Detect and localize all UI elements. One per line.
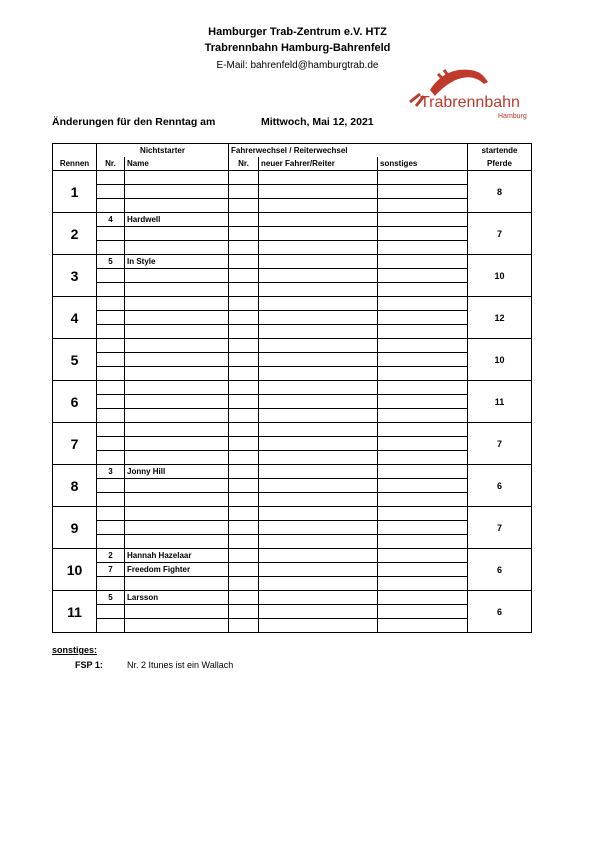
nichtstarter-name (125, 283, 229, 297)
nichtstarter-nr (97, 395, 125, 409)
table-row (53, 283, 532, 297)
table-row (53, 297, 532, 311)
table-row (53, 521, 532, 535)
fahrer-name (259, 283, 378, 297)
fahrer-nr (229, 283, 259, 297)
nichtstarter-name (125, 367, 229, 381)
sonstiges-cell (378, 619, 468, 633)
nichtstarter-nr (97, 185, 125, 199)
fahrer-name (259, 381, 378, 395)
nichtstarter-nr (97, 423, 125, 437)
footer-label: sonstiges: (52, 645, 98, 655)
fahrer-name (259, 185, 378, 199)
startende-pferde: 12 (468, 297, 532, 339)
logo-subtitle: Hamburg (498, 113, 527, 120)
nichtstarter-nr: 4 (97, 213, 125, 227)
col-nr2: Nr. (229, 157, 259, 171)
fahrer-name (259, 241, 378, 255)
col-fahrer: neuer Fahrer/Reiter (259, 157, 378, 171)
nichtstarter-nr (97, 409, 125, 423)
startende-pferde: 7 (468, 507, 532, 549)
table-row (53, 423, 532, 437)
sonstiges-cell (378, 353, 468, 367)
nichtstarter-name (125, 605, 229, 619)
race-number: 3 (53, 255, 97, 297)
nichtstarter-name (125, 297, 229, 311)
fahrer-nr (229, 395, 259, 409)
nichtstarter-nr (97, 437, 125, 451)
nichtstarter-nr (97, 493, 125, 507)
sonstiges-cell (378, 171, 468, 185)
sonstiges-cell (378, 199, 468, 213)
change-label: Änderungen für den Renntag am (52, 116, 216, 128)
nichtstarter-name (125, 353, 229, 367)
nichtstarter-name (125, 493, 229, 507)
fsp-key: FSP 1: (75, 660, 103, 670)
startende-pferde: 8 (468, 171, 532, 213)
nichtstarter-name (125, 479, 229, 493)
nichtstarter-nr (97, 451, 125, 465)
nichtstarter-name (125, 437, 229, 451)
nichtstarter-name (125, 171, 229, 185)
fahrer-nr (229, 535, 259, 549)
sonstiges-cell (378, 409, 468, 423)
fahrer-name (259, 311, 378, 325)
race-date: Mittwoch, Mai 12, 2021 (261, 116, 374, 128)
sonstiges-cell (378, 577, 468, 591)
nichtstarter-name (125, 577, 229, 591)
nichtstarter-nr (97, 577, 125, 591)
fahrer-nr (229, 591, 259, 605)
nichtstarter-nr (97, 339, 125, 353)
table-row (53, 535, 532, 549)
fahrer-name (259, 325, 378, 339)
col-pferde: Pferde (468, 157, 532, 171)
table-row (53, 493, 532, 507)
race-number: 6 (53, 381, 97, 423)
fahrer-nr (229, 605, 259, 619)
nichtstarter-nr (97, 227, 125, 241)
table-row (53, 465, 532, 479)
table-row (53, 409, 532, 423)
nichtstarter-nr: 2 (97, 549, 125, 563)
nichtstarter-name (125, 381, 229, 395)
nichtstarter-name (125, 311, 229, 325)
startende-pferde: 10 (468, 339, 532, 381)
nichtstarter-nr (97, 199, 125, 213)
fahrer-name (259, 409, 378, 423)
nichtstarter-nr (97, 297, 125, 311)
fahrer-name (259, 451, 378, 465)
fahrer-name (259, 521, 378, 535)
sonstiges-cell (378, 493, 468, 507)
fahrer-nr (229, 423, 259, 437)
sonstiges-cell (378, 507, 468, 521)
nichtstarter-nr (97, 171, 125, 185)
nichtstarter-name: In Style (125, 255, 229, 269)
race-number: 1 (53, 171, 97, 213)
fahrer-name (259, 255, 378, 269)
fahrer-nr (229, 297, 259, 311)
fahrer-name (259, 227, 378, 241)
fahrer-nr (229, 227, 259, 241)
table-row (53, 367, 532, 381)
fahrer-name (259, 507, 378, 521)
nichtstarter-name (125, 507, 229, 521)
fahrer-nr (229, 353, 259, 367)
table-row (53, 437, 532, 451)
table-row (53, 619, 532, 633)
fahrer-name (259, 437, 378, 451)
sonstiges-cell (378, 311, 468, 325)
startende-pferde: 6 (468, 549, 532, 591)
nichtstarter-nr (97, 507, 125, 521)
table-row (53, 549, 532, 563)
fahrer-nr (229, 269, 259, 283)
nichtstarter-name (125, 325, 229, 339)
col-name: Name (125, 157, 229, 171)
fahrer-name (259, 493, 378, 507)
sonstiges-cell (378, 213, 468, 227)
nichtstarter-name (125, 269, 229, 283)
fahrer-nr (229, 479, 259, 493)
fahrer-nr (229, 325, 259, 339)
fahrer-nr (229, 521, 259, 535)
table-row (53, 563, 532, 577)
fahrer-name (259, 353, 378, 367)
sonstiges-cell (378, 367, 468, 381)
table-row (53, 395, 532, 409)
startende-pferde: 11 (468, 381, 532, 423)
fahrer-nr (229, 507, 259, 521)
nichtstarter-nr (97, 325, 125, 339)
fahrer-name (259, 465, 378, 479)
table-row (53, 577, 532, 591)
table-row (53, 199, 532, 213)
fahrer-nr (229, 619, 259, 633)
fahrer-nr (229, 577, 259, 591)
nichtstarter-nr (97, 283, 125, 297)
fahrer-nr (229, 409, 259, 423)
nichtstarter-nr (97, 535, 125, 549)
nichtstarter-name: Hannah Hazelaar (125, 549, 229, 563)
fahrer-name (259, 591, 378, 605)
nichtstarter-name (125, 521, 229, 535)
table-row (53, 605, 532, 619)
fahrer-name (259, 339, 378, 353)
startende-pferde: 6 (468, 591, 532, 633)
nichtstarter-nr (97, 521, 125, 535)
nichtstarter-name (125, 409, 229, 423)
col-nr: Nr. (97, 157, 125, 171)
fahrer-nr (229, 465, 259, 479)
fahrer-name (259, 577, 378, 591)
fahrer-name (259, 213, 378, 227)
fahrer-nr (229, 339, 259, 353)
fahrer-nr (229, 563, 259, 577)
sonstiges-cell (378, 339, 468, 353)
nichtstarter-nr: 5 (97, 591, 125, 605)
nichtstarter-nr (97, 605, 125, 619)
sonstiges-cell (378, 465, 468, 479)
fahrer-name (259, 269, 378, 283)
sonstiges-cell (378, 325, 468, 339)
race-number: 7 (53, 423, 97, 465)
nichtstarter-nr (97, 381, 125, 395)
fahrer-nr (229, 311, 259, 325)
nichtstarter-name (125, 199, 229, 213)
table-row (53, 325, 532, 339)
sonstiges-cell (378, 241, 468, 255)
fahrer-name (259, 619, 378, 633)
fahrer-nr (229, 171, 259, 185)
nichtstarter-name (125, 423, 229, 437)
race-number: 8 (53, 465, 97, 507)
fahrer-name (259, 605, 378, 619)
startende-pferde: 10 (468, 255, 532, 297)
sonstiges-cell (378, 535, 468, 549)
startende-pferde: 6 (468, 465, 532, 507)
nichtstarter-name: Hardwell (125, 213, 229, 227)
sonstiges-cell (378, 591, 468, 605)
table-row (53, 241, 532, 255)
fahrer-nr (229, 381, 259, 395)
nichtstarter-name (125, 451, 229, 465)
sonstiges-cell (378, 283, 468, 297)
nichtstarter-nr (97, 619, 125, 633)
startende-pferde: 7 (468, 423, 532, 465)
nichtstarter-nr (97, 269, 125, 283)
fahrer-name (259, 423, 378, 437)
fahrer-name (259, 199, 378, 213)
logo-wordmark: Trabrennbahn (420, 94, 520, 111)
fahrer-nr (229, 255, 259, 269)
sonstiges-cell (378, 437, 468, 451)
sonstiges-cell (378, 521, 468, 535)
sonstiges-cell (378, 451, 468, 465)
fahrer-nr (229, 367, 259, 381)
sonstiges-cell (378, 563, 468, 577)
nichtstarter-nr: 3 (97, 465, 125, 479)
fahrer-nr (229, 199, 259, 213)
fahrer-nr (229, 241, 259, 255)
nichtstarter-nr: 5 (97, 255, 125, 269)
nichtstarter-nr (97, 367, 125, 381)
table-row (53, 311, 532, 325)
nichtstarter-name: Jonny Hill (125, 465, 229, 479)
fahrer-name (259, 563, 378, 577)
fahrer-nr (229, 493, 259, 507)
col-sonstiges: sonstiges (378, 157, 468, 171)
fahrer-nr (229, 451, 259, 465)
nichtstarter-name (125, 339, 229, 353)
table-row (53, 227, 532, 241)
org-title: Hamburger Trab-Zentrum e.V. HTZ (208, 26, 387, 38)
race-number: 9 (53, 507, 97, 549)
fahrer-nr (229, 185, 259, 199)
race-number: 11 (53, 591, 97, 633)
sonstiges-cell (378, 479, 468, 493)
fahrerwechsel-header: Fahrerwechsel / Reiterwechsel (229, 144, 468, 158)
table-row (53, 591, 532, 605)
fahrer-nr (229, 549, 259, 563)
fahrer-name (259, 549, 378, 563)
table-row (53, 185, 532, 199)
fahrer-nr (229, 437, 259, 451)
sonstiges-cell (378, 423, 468, 437)
table-row (53, 451, 532, 465)
race-number: 2 (53, 213, 97, 255)
fahrer-name (259, 479, 378, 493)
col-rennen: Rennen (53, 157, 97, 171)
sonstiges-cell (378, 269, 468, 283)
fahrer-name (259, 535, 378, 549)
nichtstarter-name (125, 395, 229, 409)
sonstiges-cell (378, 395, 468, 409)
fsp-value: Nr. 2 Itunes ist ein Wallach (127, 660, 234, 670)
race-number: 10 (53, 549, 97, 591)
fahrer-name (259, 297, 378, 311)
fahrer-name (259, 171, 378, 185)
fahrer-name (259, 367, 378, 381)
changes-table (52, 143, 532, 633)
venue-title: Trabrennbahn Hamburg-Bahrenfeld (204, 42, 391, 54)
sonstiges-cell (378, 381, 468, 395)
nichtstarter-name (125, 241, 229, 255)
race-number: 4 (53, 297, 97, 339)
nichtstarter-nr (97, 241, 125, 255)
startende-header: startende (468, 144, 532, 158)
table-row (53, 479, 532, 493)
sonstiges-cell (378, 185, 468, 199)
sonstiges-cell (378, 549, 468, 563)
table-row (53, 381, 532, 395)
table-row (53, 255, 532, 269)
table-row (53, 353, 532, 367)
sonstiges-cell (378, 297, 468, 311)
nichtstarter-nr: 7 (97, 563, 125, 577)
table-row (53, 171, 532, 185)
sonstiges-cell (378, 255, 468, 269)
nichtstarter-name: Larsson (125, 591, 229, 605)
race-number: 5 (53, 339, 97, 381)
nichtstarter-nr (97, 479, 125, 493)
fahrer-name (259, 395, 378, 409)
table-row (53, 339, 532, 353)
fahrer-nr (229, 213, 259, 227)
email-line: E-Mail: bahrenfeld@hamburgtrab.de (216, 60, 379, 71)
nichtstarter-name: Freedom Fighter (125, 563, 229, 577)
table-row (53, 269, 532, 283)
table-row (53, 507, 532, 521)
nichtstarter-name (125, 185, 229, 199)
sonstiges-cell (378, 605, 468, 619)
nichtstarter-name (125, 535, 229, 549)
nichtstarter-name (125, 227, 229, 241)
nichtstarter-name (125, 619, 229, 633)
nichtstarter-nr (97, 311, 125, 325)
table-row (53, 213, 532, 227)
startende-pferde: 7 (468, 213, 532, 255)
nichtstarter-nr (97, 353, 125, 367)
sonstiges-cell (378, 227, 468, 241)
nichtstarter-header: Nichtstarter (97, 144, 229, 158)
